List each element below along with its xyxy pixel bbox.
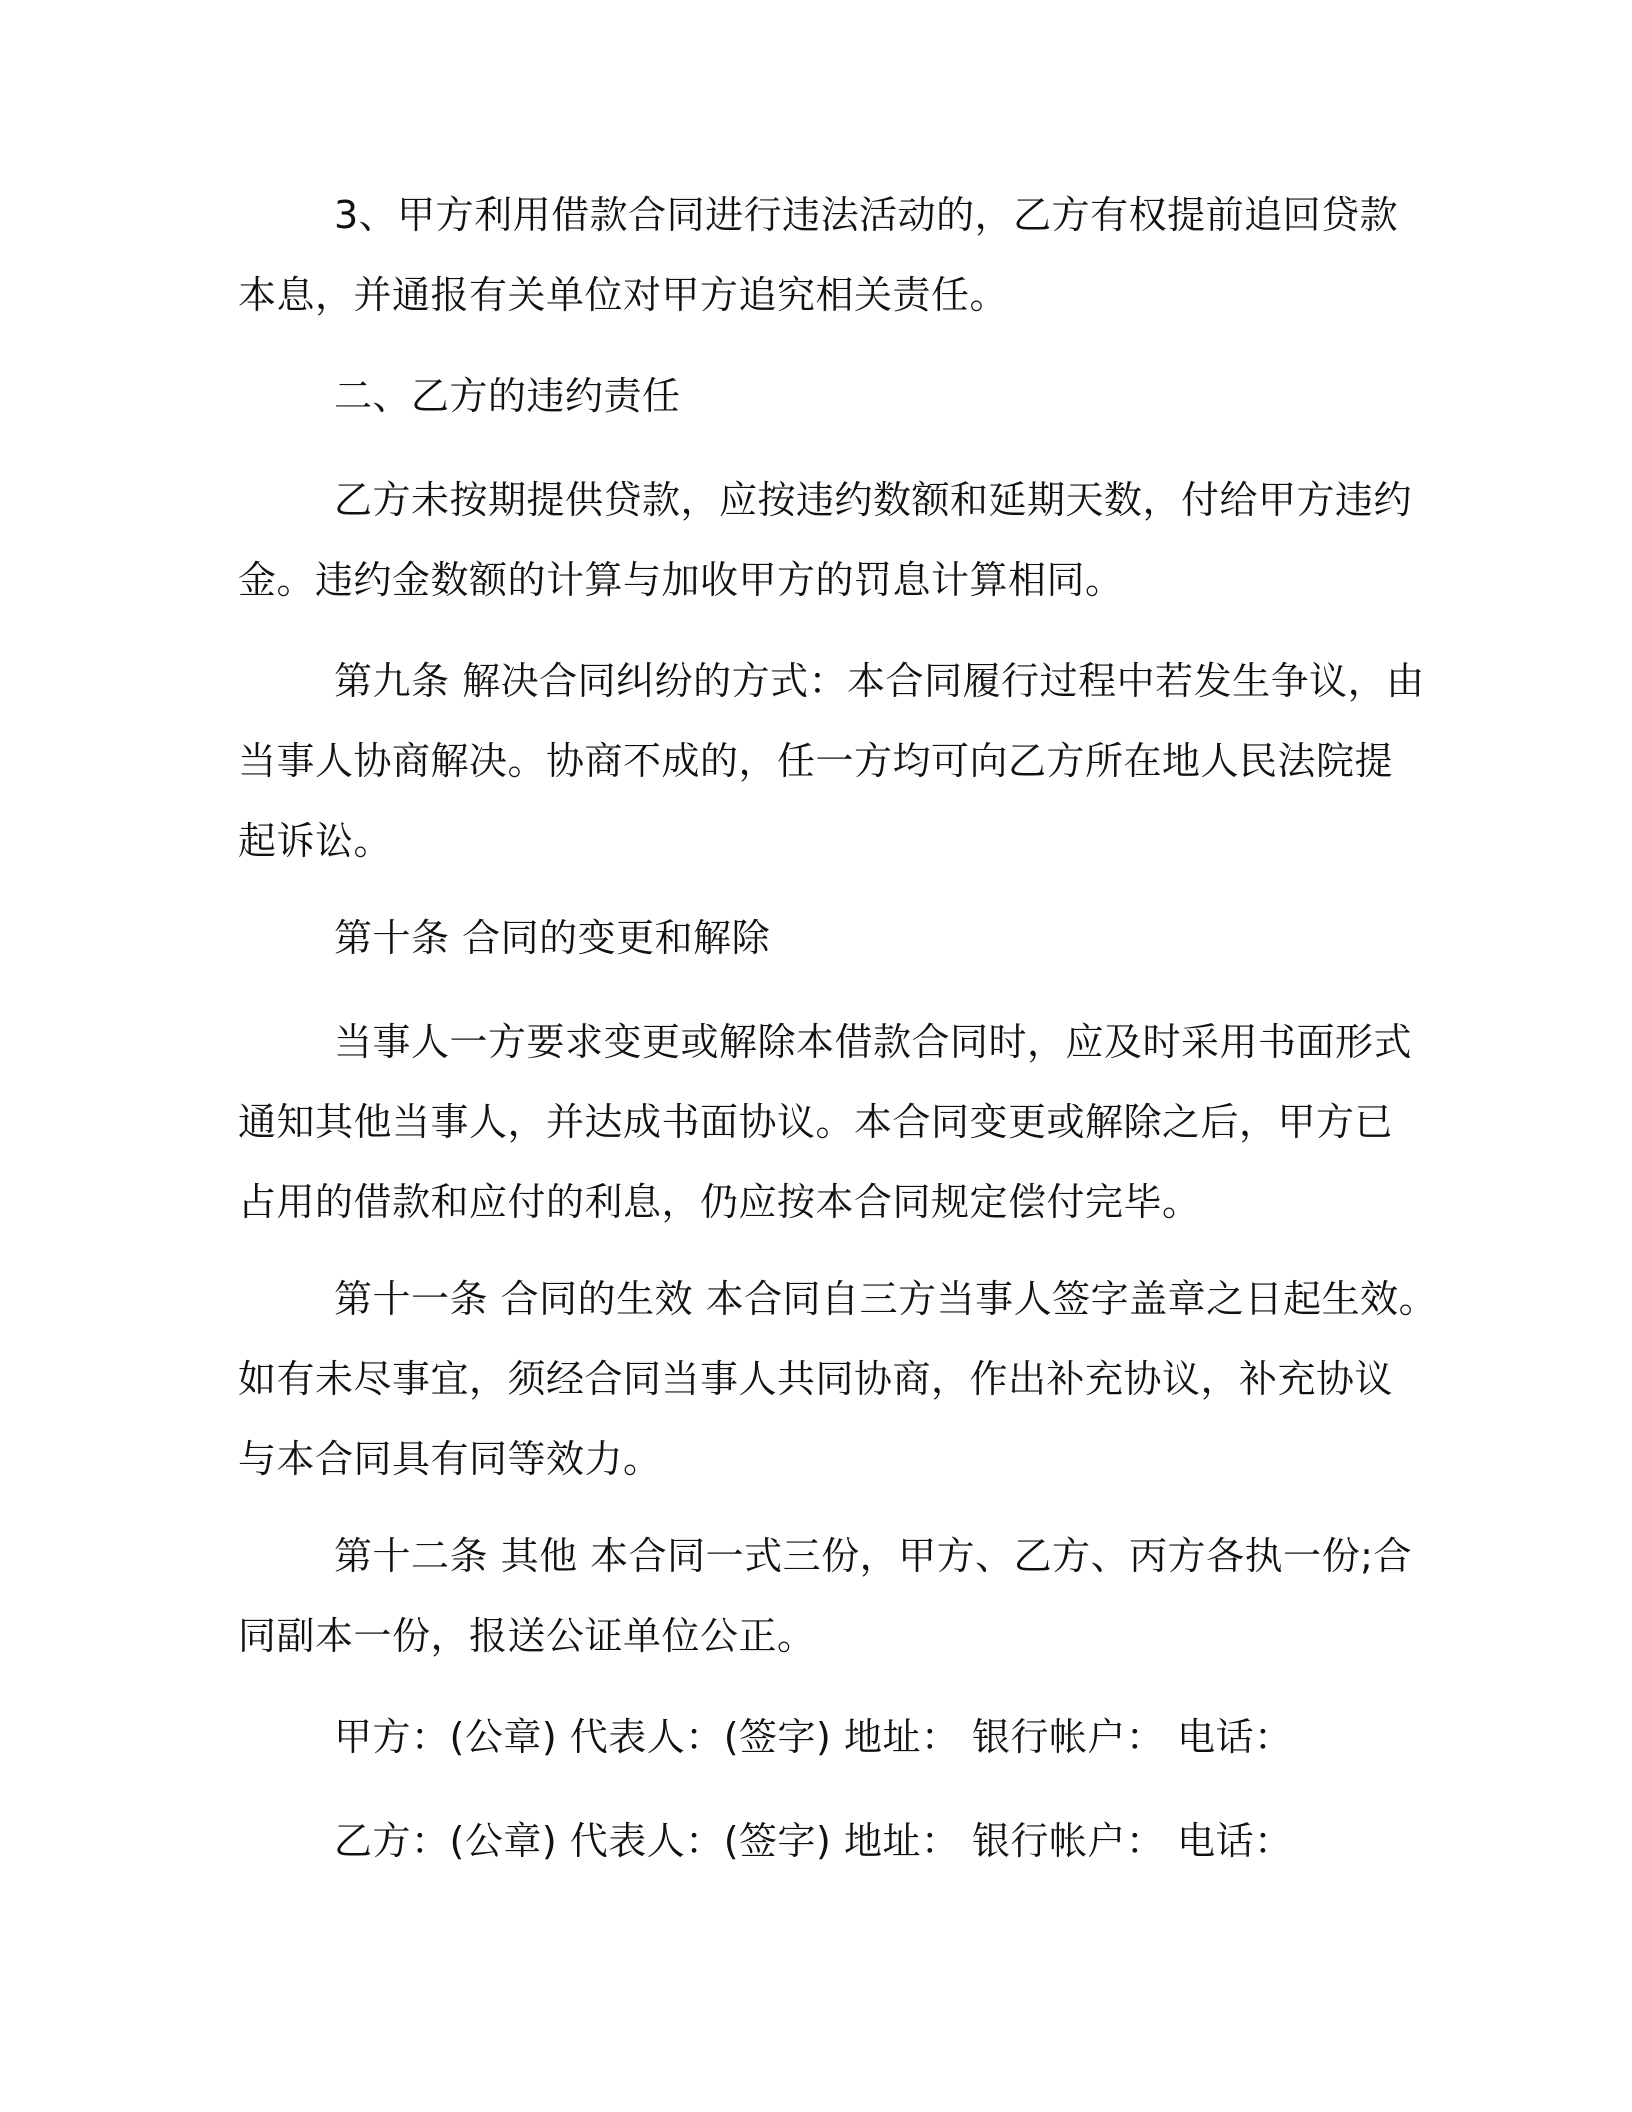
paragraph-article-11-effect [238, 1259, 1438, 1499]
paragraph-line: 如有未尽事宜，须经合同当事人共同协商，作出补充协议，补充协议 [238, 1357, 1394, 1401]
paragraph-line: 第十二条 其他 本合同一式三份，甲方、乙方、丙方各执一份;合 [334, 1534, 1412, 1578]
paragraph-line: 乙方未按期提供贷款，应按违约数额和延期天数，付给甲方违约 [334, 478, 1413, 522]
paragraph-line: 同副本一份，报送公证单位公正。 [238, 1614, 816, 1658]
paragraph-line: 当事人一方要求变更或解除本借款合同时，应及时采用书面形式 [334, 1020, 1413, 1064]
paragraph-line: 当事人协商解决。协商不成的，任一方均可向乙方所在地人民法院提 [238, 739, 1394, 783]
signature-line: 甲方：(公章) 代表人：(签字) 地址： 银行帐户： 电话： [334, 1715, 1293, 1759]
paragraph-line: 本息，并通报有关单位对甲方追究相关责任。 [238, 273, 1009, 317]
paragraph-article-12-other [238, 1516, 1410, 1676]
paragraph-change-termination [238, 1002, 1413, 1242]
paragraph-line: 与本合同具有同等效力。 [238, 1437, 662, 1481]
paragraph-line: 3、甲方利用借款合同进行违法活动的，乙方有权提前追回贷款 [334, 193, 1399, 237]
paragraph-line: 第十一条 合同的生效 本合同自三方当事人签字盖章之日起生效。 [334, 1277, 1438, 1321]
paragraph-party-b-penalty [238, 460, 1413, 620]
paragraph-line: 通知其他当事人，并达成书面协议。本合同变更或解除之后，甲方已 [238, 1100, 1394, 1144]
paragraph-article-9-dispute [238, 641, 1425, 881]
signature-line: 乙方：(公章) 代表人：(签字) 地址： 银行帐户： 电话： [334, 1819, 1293, 1863]
paragraph-line: 第九条 解决合同纠纷的方式：本合同履行过程中若发生争议，由 [334, 659, 1425, 703]
heading-line: 二、乙方的违约责任 [334, 374, 681, 418]
paragraph-3-early-recovery [238, 175, 1410, 335]
paragraph-line: 金。违约金数额的计算与加收甲方的罚息计算相同。 [238, 558, 1124, 602]
heading-line: 第十条 合同的变更和解除 [334, 916, 771, 960]
paragraph-line: 占用的借款和应付的利息，仍应按本合同规定偿付完毕。 [238, 1180, 1201, 1224]
section-heading-article-10 [238, 898, 1410, 978]
section-heading-party-b-liability [238, 356, 1410, 436]
party-b-signature-line [238, 1801, 1410, 1881]
paragraph-line: 起诉讼。 [238, 819, 393, 863]
party-a-signature-line [238, 1697, 1410, 1777]
